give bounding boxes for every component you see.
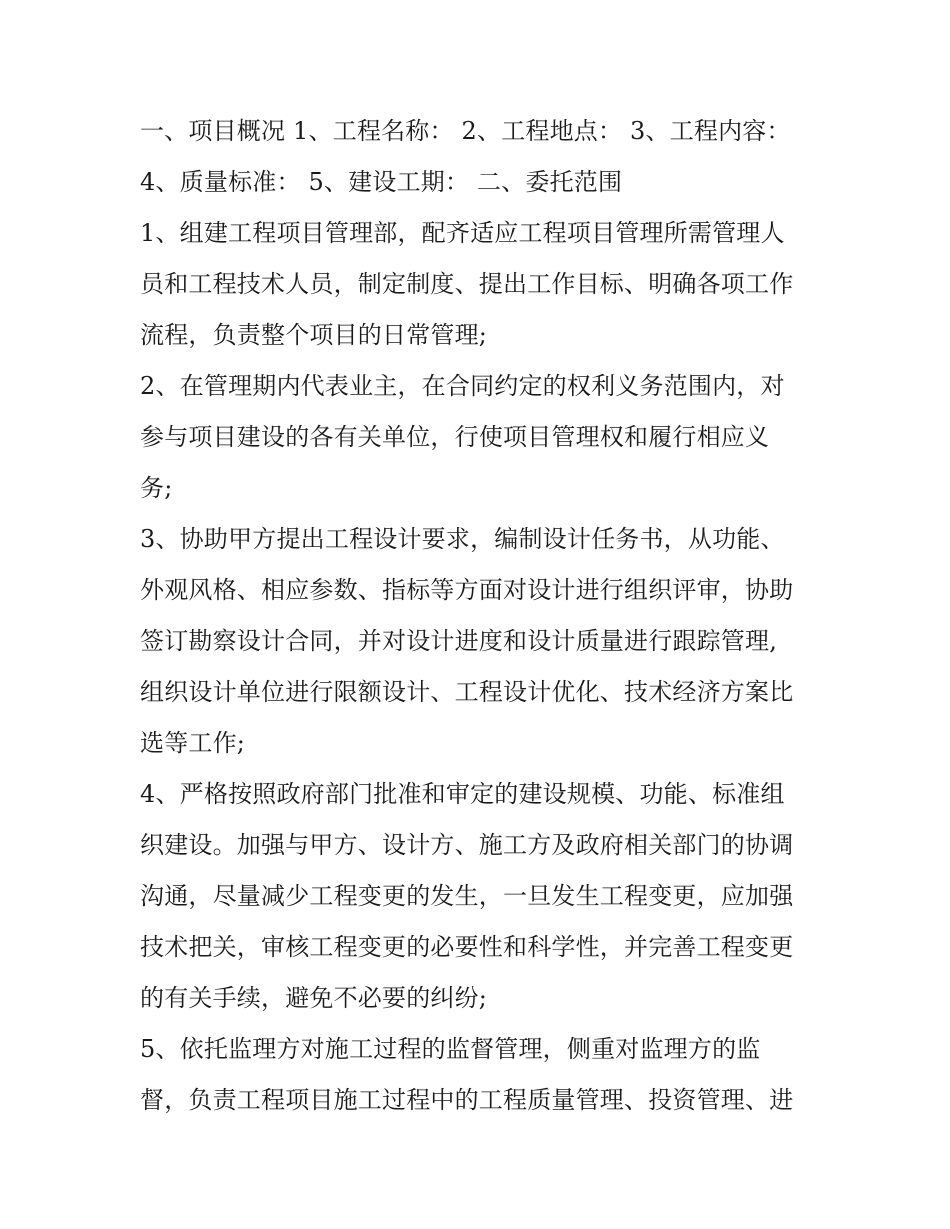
text-line: 员和工程技术人员，制定制度、提出工作目标、明确各项工作 — [140, 270, 794, 298]
text-line: 4、质量标准： 5、建设工期： 二、委托范围 — [140, 168, 623, 196]
text-line: 务; — [140, 474, 173, 502]
text-line: 参与项目建设的各有关单位，行使项目管理权和履行相应义 — [140, 423, 770, 451]
text-line: 一、项目概况 1、工程名称： 2、工程地点： 3、工程内容： — [140, 117, 791, 145]
text-line: 织建设。加强与甲方、设计方、施工方及政府相关部门的协调 — [140, 831, 794, 859]
text-line: 3、协助甲方提出工程设计要求，编制设计任务书，从功能、 — [140, 525, 785, 553]
text-line: 签订勘察设计合同，并对设计进度和设计质量进行跟踪管理, — [140, 627, 778, 655]
text-line: 沟通，尽量减少工程变更的发生，一旦发生工程变更，应加强 — [140, 882, 794, 910]
text-line: 的有关手续，避免不必要的纠纷; — [140, 984, 488, 1012]
text-line: 督，负责工程项目施工过程中的工程质量管理、投资管理、进 — [140, 1086, 794, 1114]
text-line: 2、在管理期内代表业主，在合同约定的权利义务范围内，对 — [140, 372, 785, 400]
text-line: 1、组建工程项目管理部，配齐适应工程项目管理所需管理人 — [140, 219, 785, 247]
text-line: 外观风格、相应参数、指标等方面对设计进行组织评审，协助 — [140, 576, 794, 604]
text-line: 组织设计单位进行限额设计、工程设计优化、技术经济方案比 — [140, 678, 794, 706]
text-line: 技术把关，审核工程变更的必要性和科学性，并完善工程变更 — [140, 933, 794, 961]
text-line: 流程，负责整个项目的日常管理; — [140, 321, 488, 349]
text-line: 选等工作; — [140, 729, 246, 757]
text-line: 5、依托监理方对施工过程的监督管理，侧重对监理方的监 — [140, 1035, 761, 1063]
text-line: 4、严格按照政府部门批准和审定的建设规模、功能、标准组 — [140, 780, 785, 808]
document-body — [140, 106, 820, 1126]
